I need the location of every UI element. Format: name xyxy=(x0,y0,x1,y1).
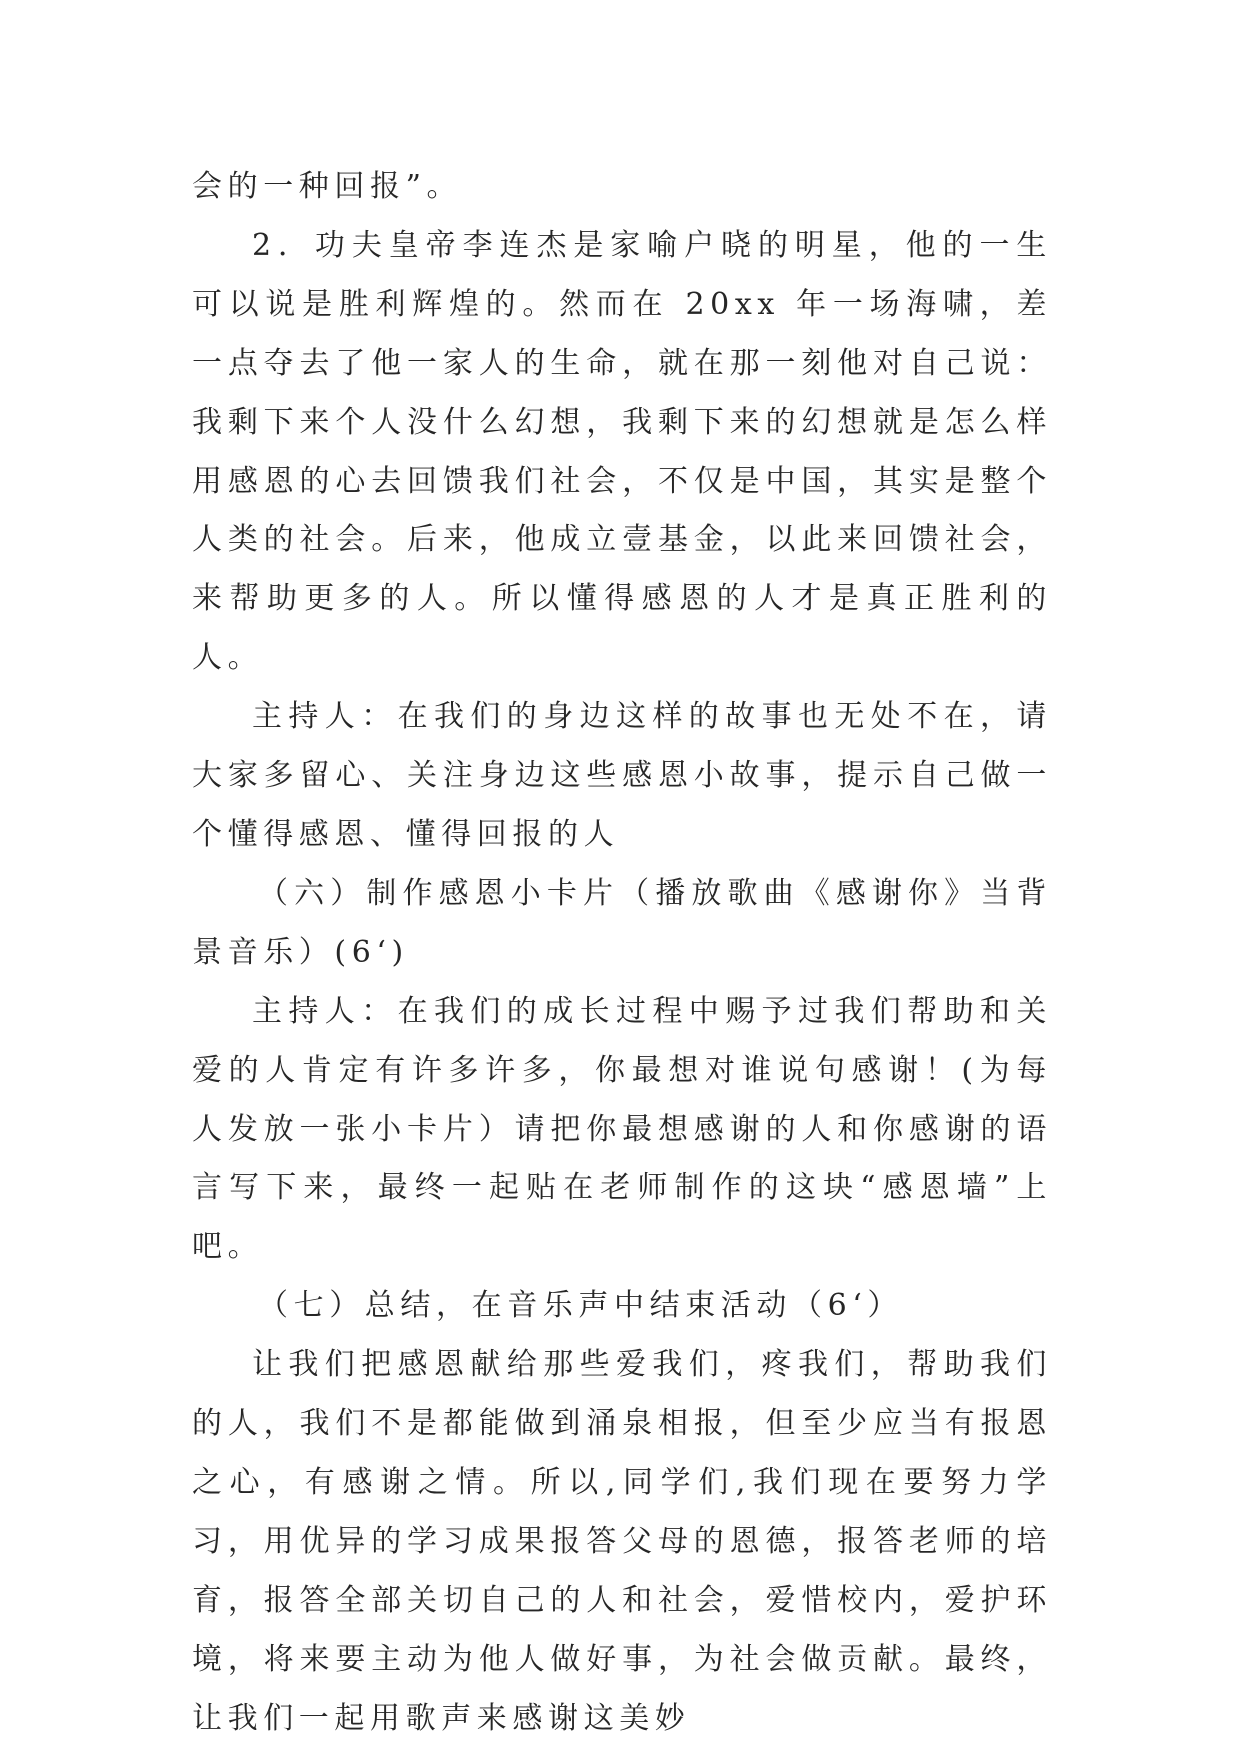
document-body xyxy=(192,158,1052,1748)
section-heading-seven: （七）总结，在音乐声中结束活动（6‘） xyxy=(258,1288,904,1324)
paragraph-host-card-instructions: 主持人：在我们的成长过程中赐予过我们帮助和关爱的人肯定有许多许多，你最想对谁说句感谢！(为每人发放一张小卡片）请把你最想感谢的人和你感谢的语言写下来，最终一起贴在老师制作的这块“感恩墙”上吧。 xyxy=(192,993,1052,1265)
paragraph-host-remarks: 主持人：在我们的身边这样的故事也无处不在，请大家多留心、关注身边这些感恩小故事，提示自己做一个懂得感恩、懂得回报的人 xyxy=(192,699,1052,852)
paragraph-continuation: 会的一种回报”。 xyxy=(192,169,463,204)
paragraph-conclusion: 让我们把感恩献给那些爱我们，疼我们，帮助我们的人，我们不是都能做到涌泉相报，但至少应当有报恩之心，有感谢之情。所以,同学们,我们现在要努力学习，用优异的学习成果报答父母的恩德，报答老师的培育，报答全部关切自己的人和社会，爱惜校内，爱护环境，将来要主动为他人做好事，为社会做贡献。最终，让我们一起用歌声来感谢这美妙 xyxy=(192,1347,1052,1736)
section-heading-six: （六）制作感恩小卡片（播放歌曲《感谢你》当背景音乐）(6‘) xyxy=(192,875,1052,970)
paragraph-story-li-lianjie: 2．功夫皇帝李连杰是家喻户晓的明星，他的一生可以说是胜利辉煌的。然而在 20xx 年一场海啸，差一点夺去了他一家人的生命，就在那一刻他对自己说：我剩下来个人没什么幻想，我剩下来的幻想就是怎么样用感恩的心去回馈我们社会，不仅是中国，其实是整个人类的社会。后来，他成立壹基金，以此来回馈社会，来帮助更多的人。所以懂得感恩的人才是真正胜利的人。 xyxy=(192,227,1052,676)
